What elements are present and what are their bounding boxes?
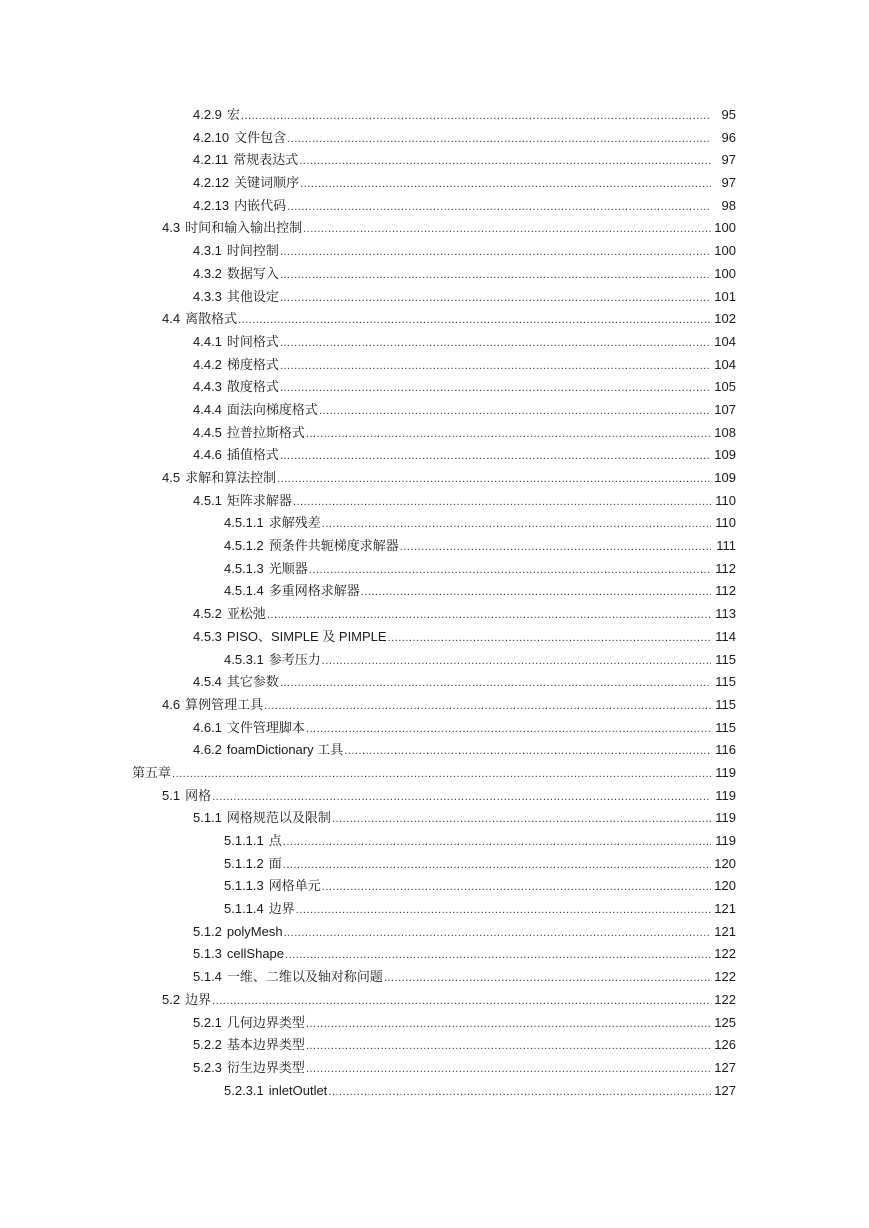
toc-entry[interactable] xyxy=(0,308,869,331)
toc-entry-page: 121 xyxy=(714,923,736,939)
toc-entry[interactable] xyxy=(0,558,869,581)
toc-entry[interactable] xyxy=(0,807,869,830)
toc-entry[interactable] xyxy=(0,671,869,694)
toc-entry-page: 115 xyxy=(715,719,736,735)
toc-entry-page: 119 xyxy=(715,764,736,780)
toc-entry[interactable] xyxy=(0,149,869,172)
toc-entry-page: 101 xyxy=(714,288,736,304)
toc-entry-number: 4.6.2 xyxy=(193,742,222,758)
toc-entry-page: 120 xyxy=(714,855,736,871)
toc-entry-number: 5.1.1.3 xyxy=(224,878,264,894)
toc-entry-number: 5.2.3.1 xyxy=(224,1082,264,1098)
dot-leader xyxy=(306,1035,711,1058)
dot-leader xyxy=(303,218,711,241)
toc-entry-number: 4.5.1.2 xyxy=(224,538,264,554)
toc-entry-page: 109 xyxy=(714,470,736,485)
dot-leader xyxy=(280,445,711,468)
dot-leader xyxy=(287,128,711,151)
toc-entry[interactable] xyxy=(0,580,869,603)
toc-entry[interactable] xyxy=(0,853,869,876)
toc-entry[interactable] xyxy=(0,943,869,966)
toc-entry-title: PISO、SIMPLE 及 PIMPLE xyxy=(226,628,387,644)
toc-entry-page: 119 xyxy=(715,787,736,803)
toc-entry-title: 几何边界类型 xyxy=(226,1014,305,1030)
toc-entry-number: 4.6 xyxy=(162,696,181,712)
toc-entry-page: 110 xyxy=(715,515,736,531)
toc-entry-number: 4.5 xyxy=(162,470,181,485)
dot-leader xyxy=(212,786,711,809)
toc-entry-title: 梯度格式 xyxy=(226,356,279,372)
toc-entry-title: polyMesh xyxy=(226,923,283,939)
dot-leader xyxy=(322,650,711,673)
dot-leader xyxy=(306,1013,711,1036)
toc-entry-title: 求解和算法控制 xyxy=(185,470,277,485)
toc-entry-title: 点 xyxy=(268,833,282,848)
toc-entry-number: 5.1.3 xyxy=(193,946,222,962)
dot-leader xyxy=(287,196,711,219)
toc-entry[interactable] xyxy=(0,286,869,309)
dot-leader xyxy=(283,854,711,877)
toc-entry-page: 104 xyxy=(714,356,736,372)
toc-entry-title: 文件管理脚本 xyxy=(226,719,305,735)
toc-entry-number: 4.5.1 xyxy=(193,492,222,508)
dot-leader xyxy=(284,922,711,945)
toc-entry-title: 其它参数 xyxy=(226,674,279,690)
dot-leader xyxy=(280,241,711,264)
toc-entry[interactable] xyxy=(0,490,869,513)
toc-entry[interactable] xyxy=(0,172,869,195)
toc-entry-title: 一维、二维以及轴对称问题 xyxy=(226,969,383,985)
dot-leader xyxy=(264,695,711,718)
toc-entry-title: 离散格式 xyxy=(185,311,238,327)
toc-entry-number: 4.4.4 xyxy=(193,401,222,417)
toc-entry-title: 文件包含 xyxy=(234,129,287,145)
toc-entry-number: 4.4 xyxy=(162,311,181,327)
toc-entry-title: 网格 xyxy=(185,787,212,803)
toc-entry[interactable] xyxy=(0,739,869,762)
toc-entry[interactable] xyxy=(0,717,869,740)
dot-leader xyxy=(388,627,711,650)
toc-entry-number: 5.1.1.2 xyxy=(224,855,264,871)
toc-entry[interactable] xyxy=(0,422,869,445)
toc-entry[interactable] xyxy=(0,467,869,490)
dot-leader xyxy=(306,718,711,741)
toc-entry-title: 边界 xyxy=(268,901,295,917)
toc-entry-title: inletOutlet xyxy=(268,1082,328,1098)
toc-entry-number: 5.2.1 xyxy=(193,1014,222,1030)
toc-entry-title: 求解残差 xyxy=(268,515,321,531)
toc-entry-number: 5.1 xyxy=(162,787,181,803)
toc-entry[interactable] xyxy=(0,512,869,535)
toc-entry[interactable] xyxy=(0,762,869,785)
toc-entry-number: 4.3.1 xyxy=(193,243,222,259)
toc-entry-number: 4.5.1.1 xyxy=(224,515,264,531)
dot-leader xyxy=(344,740,711,763)
toc-entry-title: 宏 xyxy=(226,107,240,122)
toc-entry[interactable] xyxy=(0,626,869,649)
dot-leader xyxy=(306,423,711,446)
toc-entry-page: 122 xyxy=(714,991,736,1007)
toc-entry-number: 4.5.1.3 xyxy=(224,560,264,576)
toc-entry-number: 4.2.9 xyxy=(193,107,222,122)
dot-leader xyxy=(280,332,711,355)
toc-entry-page: 98 xyxy=(721,197,736,213)
toc-entry[interactable] xyxy=(0,1034,869,1057)
toc-entry-title: 内嵌代码 xyxy=(234,197,287,213)
toc-entry-page: 97 xyxy=(721,175,736,191)
dot-leader xyxy=(299,150,711,173)
toc-entry-number: 4.5.1.4 xyxy=(224,583,264,599)
toc-entry-page: 104 xyxy=(714,333,736,349)
toc-entry-number: 5.1.2 xyxy=(193,923,222,939)
dot-leader xyxy=(361,581,711,604)
toc-entry-number: 5.1.1 xyxy=(193,810,222,826)
toc-entry-page: 95 xyxy=(721,107,736,122)
toc-entry-title: 时间控制 xyxy=(226,243,279,259)
toc-entry-page: 115 xyxy=(715,651,736,667)
toc-entry-number: 4.2.10 xyxy=(193,129,230,145)
toc-entry-title: 算例管理工具 xyxy=(185,696,264,712)
toc-entry[interactable] xyxy=(0,1080,869,1103)
toc-entry-number: 4.5.3 xyxy=(193,628,222,644)
dot-leader xyxy=(319,400,711,423)
toc-entry[interactable] xyxy=(0,240,869,263)
toc-entry-page: 116 xyxy=(715,742,736,758)
dot-leader xyxy=(280,355,711,378)
dot-leader xyxy=(238,309,711,332)
dot-leader xyxy=(400,536,711,559)
toc-entry-page: 97 xyxy=(721,152,736,168)
toc-entry-page: 126 xyxy=(714,1037,736,1053)
toc-entry-title: 面法向梯度格式 xyxy=(226,401,318,417)
toc-entry[interactable] xyxy=(0,127,869,150)
toc-entry-page: 109 xyxy=(714,447,736,463)
toc-entry-page: 125 xyxy=(714,1014,736,1030)
toc-entry-number: 4.4.1 xyxy=(193,333,222,349)
toc-entry-number: 4.3.3 xyxy=(193,288,222,304)
toc-entry-page: 111 xyxy=(716,538,736,554)
dot-leader xyxy=(300,173,711,196)
dot-leader xyxy=(283,831,711,854)
toc-entry-number: 4.4.2 xyxy=(193,356,222,372)
toc-entry-page: 112 xyxy=(715,560,736,576)
dot-leader xyxy=(328,1081,711,1104)
toc-entry[interactable] xyxy=(0,195,869,218)
toc-entry-page: 105 xyxy=(714,379,736,395)
toc-entry-number: 4.2.11 xyxy=(193,152,229,168)
toc-entry-title: 网格单元 xyxy=(268,878,321,894)
toc-entry-title: cellShape xyxy=(226,946,285,962)
toc-entry[interactable] xyxy=(0,603,869,626)
dot-leader xyxy=(280,377,711,400)
toc-entry[interactable] xyxy=(0,966,869,989)
dot-leader xyxy=(280,672,711,695)
toc-entry-title: 亚松弛 xyxy=(226,606,266,622)
toc-entry-title: 面 xyxy=(268,855,282,871)
toc-entry-page: 127 xyxy=(714,1082,736,1098)
toc-entry[interactable] xyxy=(0,785,869,808)
toc-entry[interactable] xyxy=(0,875,869,898)
toc-entry-title: 第五章 xyxy=(132,764,172,780)
toc-entry-title: 关键词顺序 xyxy=(234,175,300,191)
toc-entry-number: 4.6.1 xyxy=(193,719,222,735)
toc-entry-title: 数据写入 xyxy=(226,265,279,281)
toc-entry-title: 其他设定 xyxy=(226,288,279,304)
toc-entry-page: 113 xyxy=(715,606,736,622)
dot-leader xyxy=(293,491,711,514)
dot-leader xyxy=(306,1058,711,1081)
toc-entry[interactable] xyxy=(0,104,869,127)
toc-entry-number: 5.2 xyxy=(162,991,181,1007)
toc-entry-title: 网格规范以及限制 xyxy=(226,810,331,826)
dot-leader xyxy=(280,264,711,287)
toc-entry-title: 插值格式 xyxy=(226,447,279,463)
toc-entry-page: 108 xyxy=(714,424,736,440)
toc-entry[interactable] xyxy=(0,830,869,853)
toc-entry-title: 光顺器 xyxy=(268,560,308,576)
toc-entry-page: 122 xyxy=(714,946,736,962)
dot-leader xyxy=(280,287,711,310)
toc-entry-page: 100 xyxy=(714,220,736,236)
dot-leader xyxy=(241,105,711,128)
toc-entry[interactable] xyxy=(0,1057,869,1080)
toc-entry-title: 常规表达式 xyxy=(233,152,299,168)
toc-entry[interactable] xyxy=(0,376,869,399)
toc-entry-title: foamDictionary 工具 xyxy=(226,742,344,758)
toc-entry[interactable] xyxy=(0,444,869,467)
dot-leader xyxy=(322,513,711,536)
toc-entry-number: 4.2.13 xyxy=(193,197,230,213)
table-of-contents xyxy=(0,104,869,1102)
toc-entry[interactable] xyxy=(0,649,869,672)
toc-entry-title: 矩阵求解器 xyxy=(226,492,292,508)
toc-entry-page: 110 xyxy=(715,492,736,508)
toc-entry-title: 多重网格求解器 xyxy=(268,583,360,599)
toc-entry-title: 衍生边界类型 xyxy=(226,1059,305,1075)
toc-entry-page: 114 xyxy=(715,628,736,644)
toc-entry-title: 拉普拉斯格式 xyxy=(226,424,305,440)
toc-entry-page: 127 xyxy=(714,1059,736,1075)
toc-entry-title: 边界 xyxy=(185,991,212,1007)
toc-entry[interactable] xyxy=(0,989,869,1012)
dot-leader xyxy=(309,559,711,582)
toc-entry-number: 5.1.1.4 xyxy=(224,901,264,917)
dot-leader xyxy=(322,876,711,899)
toc-entry-page: 119 xyxy=(715,810,736,826)
toc-entry-number: 4.4.6 xyxy=(193,447,222,463)
toc-entry-page: 112 xyxy=(715,583,736,599)
toc-entry-page: 107 xyxy=(714,401,736,417)
toc-entry[interactable] xyxy=(0,263,869,286)
toc-entry-title: 时间格式 xyxy=(226,333,279,349)
toc-entry[interactable] xyxy=(0,1012,869,1035)
dot-leader xyxy=(212,990,711,1013)
toc-entry-page: 119 xyxy=(715,833,736,848)
toc-entry[interactable] xyxy=(0,331,869,354)
toc-entry-number: 4.3 xyxy=(162,220,181,236)
toc-entry-title: 散度格式 xyxy=(226,379,279,395)
toc-entry-number: 4.4.5 xyxy=(193,424,222,440)
toc-entry-number: 4.3.2 xyxy=(193,265,222,281)
toc-entry-number: 4.5.2 xyxy=(193,606,222,622)
toc-entry-number: 5.2.2 xyxy=(193,1037,222,1053)
dot-leader xyxy=(296,899,711,922)
toc-entry[interactable] xyxy=(0,535,869,558)
toc-entry-number: 4.4.3 xyxy=(193,379,222,395)
dot-leader xyxy=(384,967,711,990)
toc-entry-title: 基本边界类型 xyxy=(226,1037,305,1053)
toc-entry-title: 参考压力 xyxy=(268,651,321,667)
toc-entry-title: 时间和输入输出控制 xyxy=(185,220,303,236)
toc-entry[interactable] xyxy=(0,898,869,921)
toc-entry[interactable] xyxy=(0,694,869,717)
toc-entry-page: 100 xyxy=(714,265,736,281)
toc-entry-page: 115 xyxy=(715,696,736,712)
toc-entry-page: 96 xyxy=(721,129,736,145)
toc-entry-page: 120 xyxy=(714,878,736,894)
toc-entry-number: 4.5.4 xyxy=(193,674,222,690)
dot-leader xyxy=(332,808,711,831)
toc-entry-page: 102 xyxy=(714,311,736,327)
toc-entry-number: 5.1.1.1 xyxy=(224,833,264,848)
dot-leader xyxy=(285,944,711,967)
toc-entry-number: 4.2.12 xyxy=(193,175,230,191)
toc-entry-page: 121 xyxy=(714,901,736,917)
toc-entry[interactable] xyxy=(0,354,869,377)
toc-entry[interactable] xyxy=(0,399,869,422)
toc-entry-page: 122 xyxy=(714,969,736,985)
dot-leader xyxy=(267,604,711,627)
toc-entry-number: 4.5.3.1 xyxy=(224,651,264,667)
toc-entry-number: 5.2.3 xyxy=(193,1059,222,1075)
dot-leader xyxy=(172,763,711,786)
toc-entry[interactable] xyxy=(0,921,869,944)
toc-entry-title: 预条件共轭梯度求解器 xyxy=(268,538,399,554)
toc-entry-page: 115 xyxy=(715,674,736,690)
dot-leader xyxy=(277,468,711,491)
toc-entry-page: 100 xyxy=(714,243,736,259)
toc-entry-number: 5.1.4 xyxy=(193,969,222,985)
toc-entry[interactable] xyxy=(0,217,869,240)
